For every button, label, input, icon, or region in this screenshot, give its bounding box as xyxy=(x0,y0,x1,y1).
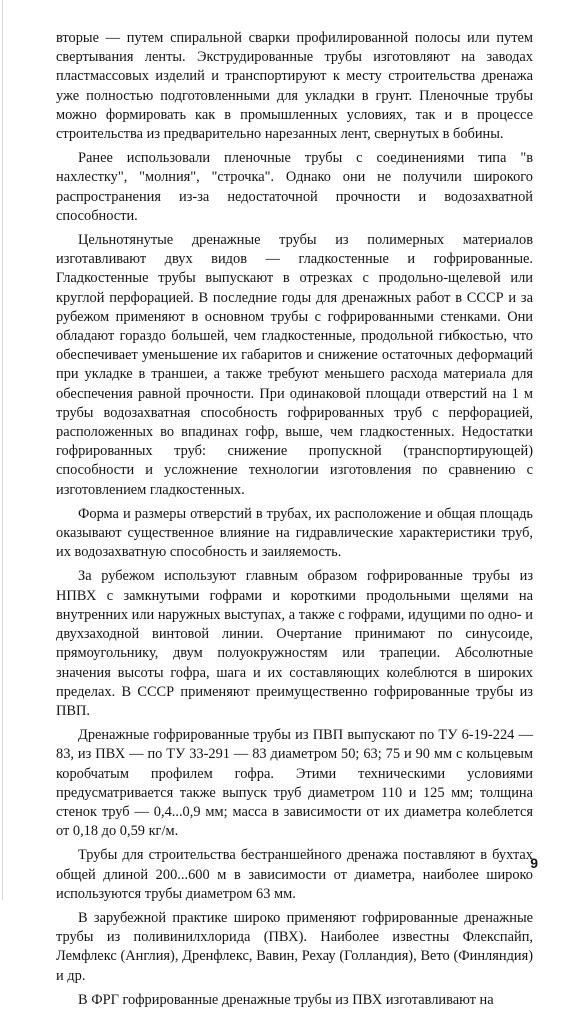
paragraph-2: Ранее использовали пленочные трубы с соединениями типа "в нахлестку", "молния", "строчка". Однако они не получили широкого распространения из-за недостаточной прочности и водозахватной способности. xyxy=(56,150,533,224)
paragraph-4: Форма и размеры отверстий в трубах, их расположение и общая площадь оказывают существенное влияние на гидравлические характеристики труб, их водозахватную способность и заиляемость. xyxy=(56,505,533,561)
paragraph-8: В зарубежной практике широко применяют гофрированные дренажные трубы из поливинилхлорида (ПВХ). Наиболее известны Флекспайп, Лемфлекс (Англия), Дренфлекс, Вавин, Рехау (Голландия), Вето (Финляндия) и др. xyxy=(56,909,533,984)
page-number: 9 xyxy=(530,855,538,871)
paragraph-9: В ФРГ гофрированные дренажные трубы из ПВХ изготавливают на xyxy=(78,991,494,1008)
paragraph-6: Дренажные гофрированные трубы из ПВП выпускают по ТУ 6-19-224 — 83, из ПВХ — по ТУ 33-291 — 83 диаметром 50; 63; 75 и 90 мм с кольцевым коробчатым профилем гофра. Этими техническими условиями предусматривается также выпуск труб диаметром 110 и 125 мм; толщина стенок труб — 0,4...0,9 мм; масса в зависимости от их диаметра колеблется от 0,18 до 0,59 кг/м. xyxy=(56,727,533,840)
paragraph-7: Трубы для строительства бестраншейного дренажа поставляют в бухтах общей длиной 200...600 м в зависимости от диаметра, наиболее широко используются трубы диаметром 63 мм. xyxy=(56,847,533,902)
paragraph-5: За рубежом используют главным образом гофрированные трубы из НПВХ с замкнутыми гофрами и короткими продольными щелями на внутренних или наружных выступах, а также с гофрами, идущими по одно- и двухзаходной винтовой линии. Очертание принимают по синусоиде, прямоугольнику, двум полуокружностям или трапеции. Абсолютные значения высоты гофра, шага и их составляющих колеблются в широких пределах. В СССР применяют преимущественно гофрированные трубы из ПВП. xyxy=(56,568,533,719)
scan-edge-line xyxy=(2,0,3,900)
paragraph-1: вторые — путем спиральной сварки профилированной полосы или путем свертывания ленты. Экструдированные трубы изготовляют на заводах пластмассовых изделий и транспортируют к месту строительства дренажа уже полностью подготовленными для укладки в грунт. Пленочные трубы можно формировать как в промышленных условиях, так и в процессе строительства из предварительно нарезанных лент, свернутых в бобины. xyxy=(56,30,533,143)
paragraph-3: Цельнотянутые дренажные трубы из полимерных материалов изготавливают двух видов — гладкостенные и гофрированные. Гладкостенные трубы выпускают в отрезках с продольно-щелевой или круглой перфорацией. В последние годы для дренажных работ в СССР и за рубежом применяют в основном трубы с гофрированными стенками. Они обладают гораздо большей, чем гладкостенные, продольной гибкостью, что обеспечивает уменьшение их габаритов и снижение остаточных деформаций при укладке в траншеи, а также требуют меньшего расхода материала для обеспечения равной прочности. При одинаковой площади отверстий на 1 м трубы водозахватная способность гофрированных труб с перфорацией, расположенных во впадинах гофр, выше, чем гладкостенных. Недостатки гофрированных труб: снижение пропускной (транспортирующей) способности и усложнение технологии изготовления по сравнению с изготовлением гладкостенных. xyxy=(56,232,533,498)
